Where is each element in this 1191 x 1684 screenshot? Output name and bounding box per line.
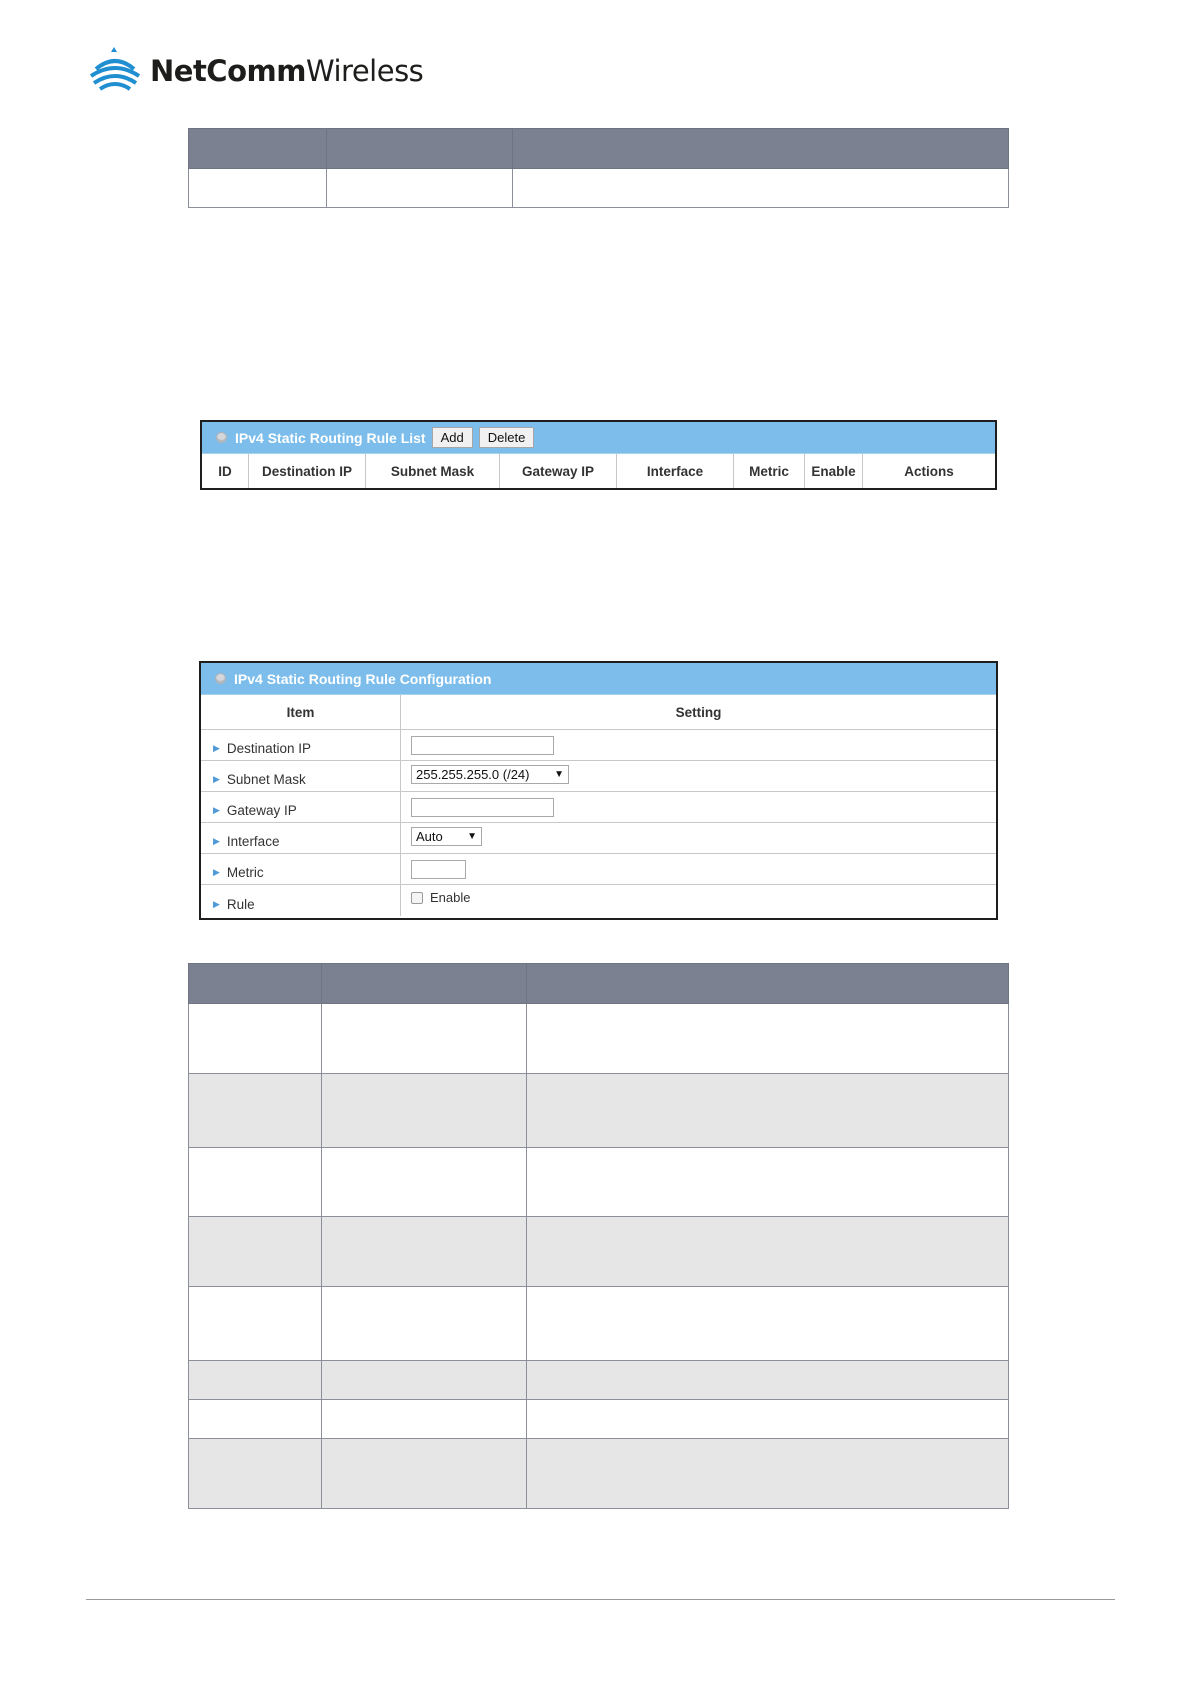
table-row [189,1361,1009,1400]
config-row-rule [201,885,996,916]
rule-list-titlebar [202,422,995,454]
arrow-right-icon: ▶ [213,805,220,815]
footer-divider [86,1599,1115,1600]
arrow-right-icon: ▶ [213,774,220,784]
header-setting: Setting [675,704,722,720]
gateway-ip-input[interactable] [411,798,554,817]
config-row-destination-ip [201,730,996,761]
row-label: Interface [226,834,280,849]
row-label: Destination IP [226,741,311,756]
delete-button[interactable]: Delete [479,427,535,448]
table-header-row [189,964,1009,1004]
caret-down-icon: ▼ [467,830,477,842]
col-metric: Metric [734,454,805,488]
config-row-interface [201,823,996,854]
metric-input[interactable] [411,860,466,879]
wireless-signal-icon [88,47,142,95]
table-row [189,1148,1009,1217]
brand-name: NetCommWireless [150,54,424,88]
bullet-icon [215,673,226,684]
bullet-icon [216,432,227,443]
config-row-gateway-ip [201,792,996,823]
destination-ip-input[interactable] [411,736,554,755]
arrow-right-icon: ▶ [213,743,220,753]
bottom-table [188,963,1009,1509]
table-row [189,169,1009,208]
add-button[interactable]: Add [432,427,473,448]
header-item: Item [201,695,401,729]
col-enable: Enable [805,454,863,488]
rule-enable-label: Enable [430,890,471,905]
table-row [189,1074,1009,1148]
col-interface: Interface [617,454,734,488]
table-row [189,1287,1009,1361]
table-row [189,1217,1009,1287]
row-label: Gateway IP [226,803,297,818]
interface-value: Auto [416,828,443,844]
config-header [201,695,996,730]
subnet-mask-select[interactable] [411,765,569,784]
col-subnet-mask: Subnet Mask [366,454,500,488]
rule-enable-checkbox[interactable] [411,892,423,904]
rule-list-panel [200,420,997,490]
table-row [189,1400,1009,1439]
arrow-right-icon: ▶ [213,867,220,877]
row-label: Subnet Mask [226,772,306,787]
caret-down-icon: ▼ [554,768,564,780]
interface-select[interactable] [411,827,482,846]
netcomm-logo [88,46,423,96]
rule-config-title: IPv4 Static Routing Rule Configuration [234,670,492,687]
config-row-subnet-mask [201,761,996,792]
top-table [188,128,1009,208]
table-row [189,1439,1009,1509]
table-header-row [189,129,1009,169]
rule-list-title: IPv4 Static Routing Rule List [235,429,426,446]
rule-config-titlebar [201,663,996,695]
row-label: Rule [226,897,255,912]
arrow-right-icon: ▶ [213,836,220,846]
row-label: Metric [226,865,264,880]
arrow-right-icon: ▶ [213,899,220,909]
rule-config-panel [199,661,998,920]
subnet-mask-value: 255.255.255.0 (/24) [416,766,530,782]
col-gateway-ip: Gateway IP [500,454,617,488]
table-row [189,1004,1009,1074]
col-id: ID [202,454,249,488]
col-destination-ip: Destination IP [249,454,366,488]
col-actions: Actions [904,463,954,479]
rule-list-header [202,454,995,488]
